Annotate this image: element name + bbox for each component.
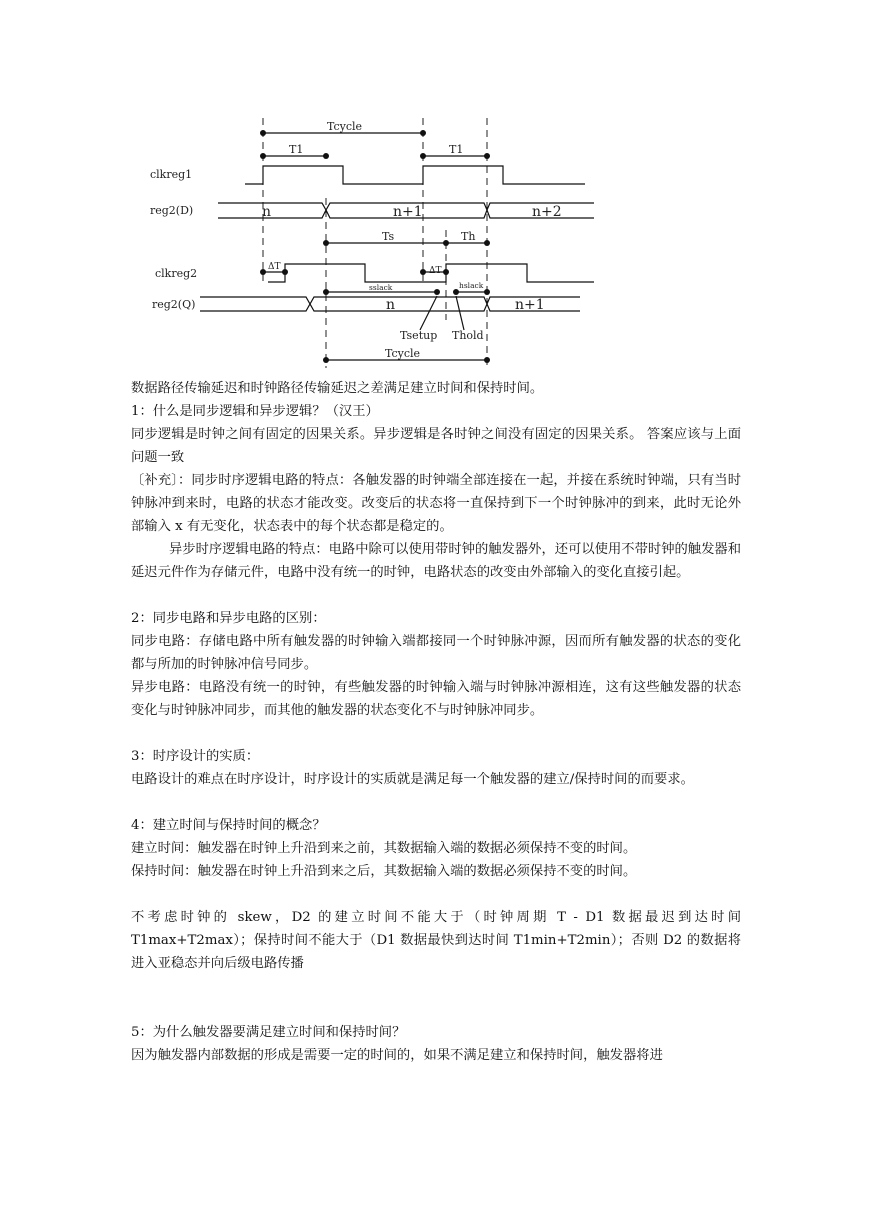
- q1-title: 1：什么是同步逻辑和异步逻辑？（汉王）: [131, 404, 379, 419]
- q1-async: 异步时序逻辑电路的特点：电路中除可以使用带时钟的触发器外，还可以使用不带时钟的触发器和延迟元件作为存储元件，电路中没有统一的时钟，电路状态的改变由外部输入的变化直接引起。: [131, 542, 741, 580]
- spacer: [131, 722, 741, 745]
- spacer: [131, 975, 741, 1021]
- reg2q-label: reg2(Q): [152, 298, 196, 311]
- sslack-label: sslack: [369, 283, 393, 292]
- n-d-label: n: [262, 204, 272, 220]
- q4-title: 4：建立时间与保持时间的概念？: [131, 818, 326, 833]
- tcycle-bottom-label: Tcycle: [385, 347, 421, 360]
- tsetup-label: Tsetup: [400, 329, 438, 342]
- t1-right-label: T1: [449, 143, 464, 156]
- n1-q-label: n+1: [515, 297, 545, 313]
- t1-left-label: T1: [289, 143, 304, 156]
- diagram-labels: [150, 120, 562, 360]
- q1-answer: 同步逻辑是时钟之间有固定的因果关系。异步逻辑是各时钟之间没有固定的因果关系。 答案应该与上面问题一致: [131, 427, 741, 465]
- measure-lines: [263, 133, 487, 360]
- dt-right-label: ΔT: [429, 266, 442, 276]
- clkreg2-label: clkreg2: [155, 267, 198, 280]
- q2-async: 异步电路：电路没有统一的时钟，有些触发器的时钟输入端与时钟脉冲源相连，这有这些触发器的状态变化与时钟脉冲同步，而其他的触发器的状态变化不与时钟脉冲同步。: [131, 680, 741, 718]
- n1-d-label: n+1: [393, 204, 423, 220]
- clkreg1-wave: [245, 166, 585, 184]
- dt-left-label: ΔT: [268, 262, 281, 272]
- n-q-label: n: [386, 297, 396, 313]
- q4-setup: 建立时间：触发器在时钟上升沿到来之前，其数据输入端的数据必须保持不变的时间。: [131, 841, 637, 856]
- spacer: [131, 791, 741, 814]
- q5-answer: 因为触发器内部数据的形成是需要一定的时间的，如果不满足建立和保持时间，触发器将进: [131, 1048, 663, 1063]
- thold-label: Thold: [452, 329, 484, 342]
- thold-leader: [456, 296, 464, 330]
- q4-hold: 保持时间：触发器在时钟上升沿到来之后，其数据输入端的数据必须保持不变的时间。: [131, 864, 637, 879]
- q2-title: 2：同步电路和异步电路的区别：: [131, 611, 326, 626]
- q2-sync: 同步电路：存储电路中所有触发器的时钟输入端都接同一个时钟脉冲源，因而所有触发器的状态的变化都与所加的时钟脉冲信号同步。: [131, 634, 741, 672]
- clkreg1-label: clkreg1: [150, 168, 193, 181]
- spacer: [131, 883, 741, 906]
- tcycle-top-label: Tcycle: [327, 120, 363, 133]
- q4-skew: 不考虑时钟的 skew，D2 的建立时间不能大于（时钟周期 T - D1 数据最迟到达时间 T1max+T2max）；保持时间不能大于（D1 数据最快到达时间 T1min+T2min）；否则 D2 的数据将进入亚稳态并向后级电路传播: [131, 910, 741, 971]
- hslack-label: hslack: [459, 281, 484, 290]
- diagram-caption: 数据路径传输延迟和时钟路径传输延迟之差满足建立时间和保持时间。: [131, 381, 544, 396]
- th-label: Th: [461, 230, 476, 243]
- q3-title: 3：时序设计的实质：: [131, 749, 260, 764]
- tsetup-leader: [420, 296, 437, 330]
- document-body: [131, 377, 741, 1067]
- spacer: [131, 584, 741, 607]
- timing-diagram: [0, 0, 869, 370]
- q5-title: 5：为什么触发器要满足建立时间和保持时间？: [131, 1025, 406, 1040]
- n2-d-label: n+2: [532, 204, 562, 220]
- ts-label: Ts: [382, 230, 395, 243]
- q3-answer: 电路设计的难点在时序设计，时序设计的实质就是满足每一个触发器的建立/保持时间的而要求。: [131, 772, 694, 787]
- q1-supplement: 〔补充〕：同步时序逻辑电路的特点：各触发器的时钟端全部连接在一起，并接在系统时钟端，只有当时钟脉冲到来时，电路的状态才能改变。改变后的状态将一直保持到下一个时钟脉冲的到来，此时无论外部输入 x 有无变化，状态表中的每个状态都是稳定的。: [131, 473, 741, 534]
- reg2d-label: reg2(D): [150, 204, 194, 217]
